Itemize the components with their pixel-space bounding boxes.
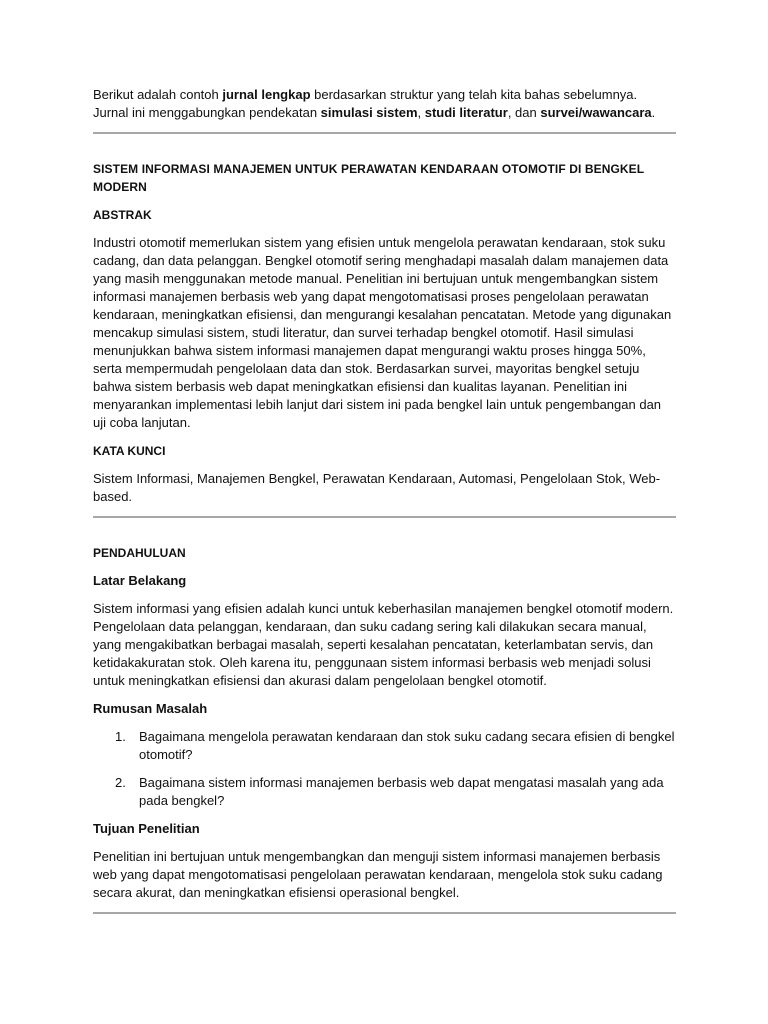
list-item-text: Bagaimana mengelola perawatan kendaraan dan stok suku cadang secara efisien di bengkel otomotif? [139, 729, 675, 762]
abstract-body: Industri otomotif memerlukan sistem yang efisien untuk mengelola perawatan kendaraan, stok suku cadang, dan data pelanggan. Bengkel otomotif sering menghadapi masalah dalam manajemen data yang masih menggunakan metode manual. Penelitian ini bertujuan untuk mengembangkan sistem informasi manajemen berbasis web yang dapat mengotomatisasi proses pengelolaan perawatan kendaraan, meningkatkan efisiensi, dan mengurangi kesalahan pencatatan. Metode yang digunakan mencakup simulasi sistem, studi literatur, dan survei terhadap bengkel otomotif. Hasil simulasi menunjukkan bahwa sistem informasi manajemen dapat mengurangi waktu proses hingga 50%, serta mempermudah pengelolaan data dan stok. Berdasarkan survei, mayoritas bengkel setuju bahwa sistem berbasis web dapat meningkatkan efisiensi dan kualitas layanan. Penelitian ini menyarankan implementasi lebih lanjut dari sistem ini pada bengkel lain untuk pengembangan dan uji coba lanjutan. [93, 235, 672, 430]
objectives-heading: Tujuan Penelitian [93, 821, 200, 836]
problem-statement-heading: Rumusan Masalah [93, 701, 208, 716]
problem-list [93, 728, 676, 810]
paper-title: SISTEM INFORMASI MANAJEMEN UNTUK PERAWATAN KENDARAAN OTOMOTIF DI BENGKEL MODERN [93, 162, 644, 194]
keywords-heading: KATA KUNCI [93, 444, 166, 458]
intro-text-5: . [651, 105, 656, 120]
intro-text-3: , [417, 105, 425, 120]
intro-text-1: Berikut adalah contoh [93, 87, 223, 102]
list-item [93, 774, 676, 810]
list-item-text: Bagaimana sistem informasi manajemen berbasis web dapat mengatasi masalah yang ada pada bengkel? [139, 775, 664, 808]
list-item-number: 2. [115, 775, 126, 790]
divider [93, 912, 676, 914]
intro-paragraph [93, 86, 676, 122]
list-item [93, 728, 676, 764]
intro-bold-2: simulasi sistem [320, 105, 418, 120]
list-item-number: 1. [115, 729, 126, 744]
intro-text-4: , dan [507, 105, 541, 120]
intro-bold-4: survei/wawancara [540, 105, 652, 120]
intro-text-2: berdasarkan struktur yang telah kita bahas sebelumnya. Jurnal ini menggabungkan pendekatan [93, 87, 638, 120]
abstract-heading: ABSTRAK [93, 208, 152, 222]
divider [93, 516, 676, 518]
divider [93, 132, 676, 134]
background-body: Sistem informasi yang efisien adalah kunci untuk keberhasilan manajemen bengkel otomotif modern. Pengelolaan data pelanggan, kendaraan, dan suku cadang sering kali dilakukan secara manual, yang mengakibatkan berbagai masalah, seperti kesalahan pencatatan, keterlambatan servis, dan ketidakakuratan stok. Oleh karena itu, penggunaan sistem informasi berbasis web menjadi solusi untuk meningkatkan efisiensi dan akurasi dalam pengelolaan bengkel otomotif. [93, 601, 674, 688]
introduction-heading: PENDAHULUAN [93, 546, 186, 560]
objectives-body: Penelitian ini bertujuan untuk mengembangkan dan menguji sistem informasi manajemen berbasis web yang dapat mengotomatisasi pengelolaan perawatan kendaraan, mengelola stok suku cadang secara akurat, dan meningkatkan efisiensi operasional bengkel. [93, 849, 663, 900]
intro-bold-3: studi literatur [424, 105, 508, 120]
keywords-body: Sistem Informasi, Manajemen Bengkel, Perawatan Kendaraan, Automasi, Pengelolaan Stok, Web-based. [93, 471, 661, 504]
background-heading: Latar Belakang [93, 573, 187, 588]
intro-bold-1: jurnal lengkap [222, 87, 311, 102]
document-page [93, 86, 676, 914]
